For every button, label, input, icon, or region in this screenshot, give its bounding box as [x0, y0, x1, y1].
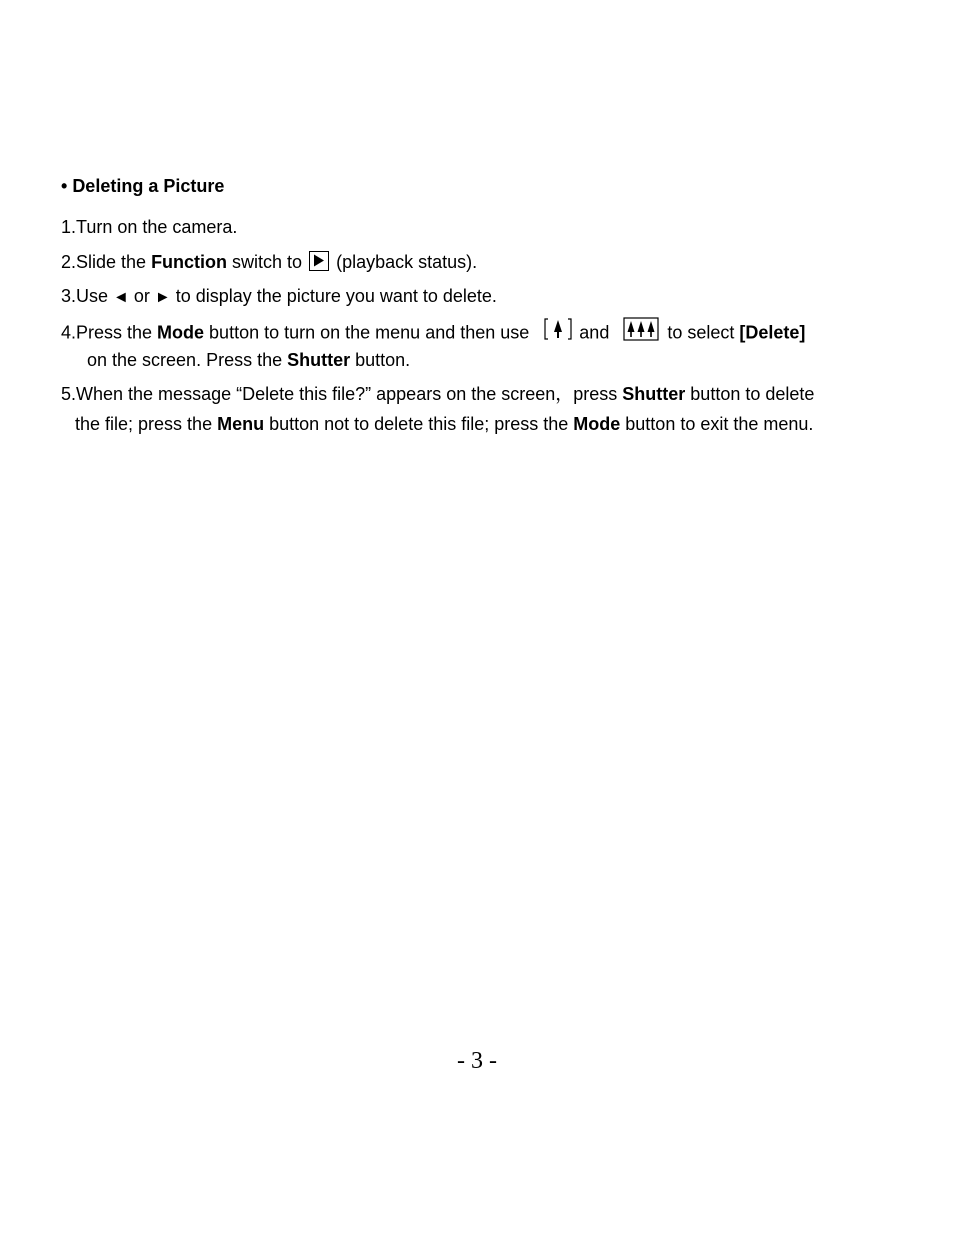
- bullet: •: [61, 176, 73, 196]
- step-text: 5.When the message “Delete this file?” appears on the screen，press: [61, 384, 623, 404]
- step-text: switch to: [227, 252, 308, 272]
- menu-button-label: Menu: [217, 414, 265, 434]
- step-3: [61, 285, 497, 309]
- shutter-button-label: Shutter: [622, 384, 686, 404]
- step-text: to select: [667, 322, 740, 343]
- step-text: button to delete: [685, 384, 815, 404]
- step-text: on the screen. Press the: [87, 350, 288, 370]
- step-text: button to turn on the menu and then use: [204, 322, 530, 343]
- play-icon: [309, 251, 329, 271]
- step-text: button to exit the menu.: [620, 414, 814, 434]
- step-text: button not to delete this file; press the: [264, 414, 574, 434]
- delete-option-label: [Delete]: [739, 322, 806, 343]
- left-arrow-icon: ◄: [113, 289, 129, 306]
- right-arrow-icon: ►: [154, 289, 171, 306]
- step-2: [61, 251, 477, 273]
- shutter-button-label: Shutter: [287, 350, 351, 370]
- step-4: [61, 319, 805, 348]
- step-text: the file; press the: [75, 414, 218, 434]
- step-4-continued: [87, 349, 410, 371]
- step-5: [61, 383, 814, 405]
- step-text: or: [128, 286, 155, 306]
- step-text: 4.Press the: [61, 322, 158, 343]
- zoom-wide-icon: [623, 317, 659, 346]
- step-1: [61, 216, 237, 238]
- step-1-text: 1.Turn on the camera.: [61, 217, 238, 237]
- step-5-continued: [75, 413, 813, 435]
- step-text: (playback status).: [331, 252, 478, 272]
- mode-button-label: Mode: [573, 414, 621, 434]
- step-text: and: [579, 322, 610, 343]
- section-heading: [61, 175, 224, 197]
- page-number: - 3 -: [457, 1048, 497, 1074]
- section-title: Deleting a Picture: [72, 176, 225, 196]
- step-text: 3.Use: [61, 286, 114, 306]
- step-text: button.: [350, 350, 411, 370]
- step-text: to display the picture you want to delete.: [170, 286, 497, 306]
- function-switch-label: Function: [151, 252, 228, 272]
- step-text: 2.Slide the: [61, 252, 152, 272]
- zoom-tele-icon: [543, 317, 573, 346]
- mode-button-label: Mode: [157, 322, 205, 343]
